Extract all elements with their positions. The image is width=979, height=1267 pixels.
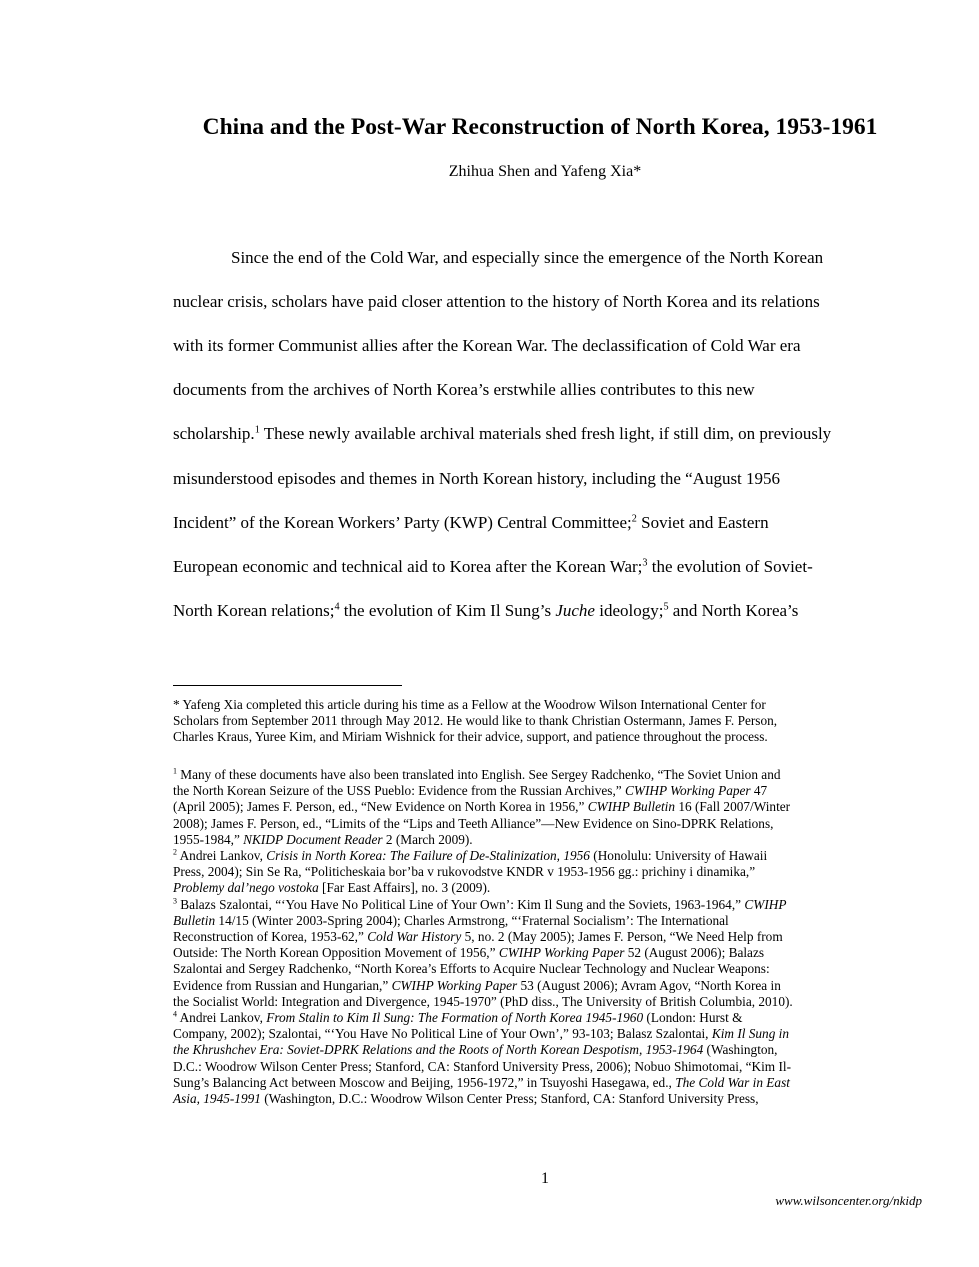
italic-text: the Khrushchev Era: Soviet-DPRK Relations and the Roots of North Korean Despotism, 1953-1964 — [173, 1042, 704, 1058]
text-run: 14/15 (Winter 2003-Spring 2004); Charles Armstrong, “‘Fraternal Socialism’: The International — [215, 912, 729, 928]
footnote-line — [173, 913, 923, 929]
footnote-line — [173, 816, 923, 832]
text-run: the Socialist World: Integration and Divergence, 1945-1970” (PhD diss., The University of British Columbia, 2010). — [173, 993, 793, 1009]
text-run: D.C.: Woodrow Wilson Center Press; Stanford, CA: Stanford University Press, 2006); Nobuo Shimotomai, “Kim Il- — [173, 1058, 792, 1074]
body-line — [173, 424, 831, 444]
footnote-line — [173, 1059, 923, 1075]
footnote-ref: 2 — [173, 847, 177, 857]
body-line — [231, 248, 823, 268]
italic-text: CWIHP Working Paper — [625, 783, 751, 799]
text-run: 5, no. 2 (May 2005); James F. Person, “We Need Help from — [461, 929, 783, 945]
footnote-ref: 4 — [334, 601, 340, 613]
body-line — [173, 292, 820, 312]
footnote-ref: 1 — [254, 424, 260, 436]
text-run: 53 (August 2006); Avram Agov, “North Korea in — [517, 977, 781, 993]
footnote-ref: 1 — [173, 766, 177, 776]
text-run: the evolution of Kim Il Sung’s — [339, 601, 556, 620]
footnote-line — [173, 848, 923, 864]
text-run: (Washington, D.C.: Woodrow Wilson Center Press; Stanford, CA: Stanford University Press, — [260, 1091, 759, 1107]
page-number: 1 — [541, 1170, 549, 1187]
footnote-line — [173, 783, 923, 799]
italic-text: Asia, 1945-1991 — [173, 1091, 261, 1107]
text-run: Scholars from September 2011 through May 2012. He would like to thank Christian Ostermann, James F. Person, — [173, 713, 778, 729]
footer-url: www.wilsoncenter.org/nkidp — [775, 1193, 922, 1208]
body-line — [173, 336, 801, 356]
text-run: 16 (Fall 2007/Winter — [675, 799, 791, 815]
footnote-line — [173, 961, 923, 977]
text-run: (April 2005); James F. Person, ed., “New Evidence on North Korea in 1956,” — [173, 799, 588, 815]
text-run: [Far East Affairs], no. 3 (2009). — [318, 880, 491, 896]
text-run: Soviet and Eastern — [636, 513, 769, 532]
text-run: Szalontai and Sergey Radchenko, “North Korea’s Efforts to Acquire Nuclear Technology and Nuclear Weapons: — [173, 961, 770, 977]
text-run: ideology; — [594, 601, 664, 620]
italic-text: From Stalin to Kim Il Sung: The Formation of North Korea 1945-1960 — [266, 1010, 644, 1026]
body-line — [173, 557, 813, 577]
text-run: Incident” of the Korean Workers’ Party (KWP) Central Committee; — [173, 513, 632, 532]
text-run: Reconstruction of Korea, 1953-62,” — [173, 929, 368, 945]
italic-text: CWIHP — [744, 896, 787, 912]
text-run: 2 (March 2009). — [382, 831, 473, 847]
footnote-line — [173, 1010, 923, 1026]
footnote-line — [173, 978, 923, 994]
text-run: 2008); James F. Person, ed., “Limits of the “Lips and Teeth Alliance”—New Evidence on Sino-DPRK Relations, — [173, 815, 774, 831]
footnote-line — [173, 832, 923, 848]
text-run: the North Korean Seizure of the USS Pueblo: Evidence from the Russian Archives,” — [173, 783, 625, 799]
italic-text: NKIDP Document Reader — [243, 831, 383, 847]
footnote-line — [173, 929, 923, 945]
text-run: (London: Hurst & — [643, 1010, 743, 1026]
text-run: North Korean relations; — [173, 601, 335, 620]
italic-text: Problemy dal’nego vostoka — [173, 880, 319, 896]
footnote-line — [173, 864, 923, 880]
footnote-line — [173, 994, 923, 1010]
footnote-line — [173, 897, 923, 913]
text-run: Since the end of the Cold War, and especially since the emergence of the North Korean — [231, 248, 824, 267]
text-run: Andrei Lankov, — [176, 1010, 267, 1026]
italic-text: Bulletin — [173, 912, 216, 928]
body-line — [173, 513, 769, 533]
text-run: the evolution of Soviet- — [647, 557, 813, 576]
author-note-line — [173, 713, 923, 729]
text-run: Press, 2004); Sin Se Ra, “Politicheskaia bor’ba v rukovodstve KNDR v 1953-1956 gg.: prichiny i dinamika,” — [173, 864, 756, 880]
italic-text: CWIHP Bulletin — [587, 799, 676, 815]
body-line — [173, 601, 798, 621]
text-run: 1955-1984,” — [173, 831, 244, 847]
text-run: misunderstood episodes and themes in North Korean history, including the “August 1956 — [173, 469, 781, 488]
footnote-line — [173, 767, 923, 783]
footnote-ref: 5 — [663, 601, 669, 613]
body-line — [173, 469, 780, 489]
footnotes — [173, 767, 923, 1107]
text-run: Sung’s Balancing Act between Moscow and Beijing, 1956-1972,” in Tsuyoshi Hasegawa, ed., — [173, 1074, 676, 1090]
footnote-separator — [173, 685, 402, 686]
text-run: Company, 2002); Szalontai, “‘You Have No Political Line of Your Own’,” 93-103; Balasz Szalontai, — [173, 1026, 712, 1042]
text-run: scholarship. — [173, 424, 255, 443]
body-line — [173, 380, 755, 400]
text-run: (Washington, — [703, 1042, 778, 1058]
paper-title: China and the Post-War Reconstruction of North Korea, 1953-1961 — [202, 114, 878, 140]
footnote-line — [173, 1026, 923, 1042]
text-run: Andrei Lankov, — [176, 848, 267, 864]
text-run: nuclear crisis, scholars have paid closer attention to the history of North Korea and its relations — [173, 292, 820, 311]
author-line: Zhihua Shen and Yafeng Xia* — [448, 163, 642, 180]
text-run: Many of these documents have also been translated into English. See Sergey Radchenko, “The Soviet Union and — [176, 767, 781, 782]
italic-text: CWIHP Working Paper — [391, 977, 518, 993]
footnote-line — [173, 1042, 923, 1058]
footnote-ref: 4 — [173, 1009, 177, 1019]
text-run: These newly available archival materials shed fresh light, if still dim, on previously — [259, 424, 832, 443]
footnote-ref: 3 — [173, 896, 177, 906]
footnote-line — [173, 799, 923, 815]
italic-text: Cold War History — [367, 929, 462, 945]
text-run: * Yafeng Xia completed this article during his time as a Fellow at the Woodrow Wilson International Center for — [173, 697, 766, 712]
text-run: Outside: The North Korean Opposition Movement of 1956,” — [173, 945, 499, 961]
italic-text: Juche — [555, 601, 595, 620]
text-run: Balazs Szalontai, “‘You Have No Political Line of Your Own’: Kim Il Sung and the Soviets, 1963-1964,” — [176, 896, 745, 912]
text-run: (Honolulu: University of Hawaii — [589, 848, 768, 864]
author-note — [173, 697, 923, 746]
italic-text: The Cold War in East — [675, 1074, 790, 1090]
text-run: and North Korea’s — [668, 601, 799, 620]
text-run: Charles Kraus, Yuree Kim, and Miriam Wishnick for their advice, support, and patience throughout the process. — [173, 729, 768, 745]
text-run: with its former Communist allies after the Korean War. The declassification of Cold War era — [173, 336, 801, 355]
footnote-ref: 2 — [631, 513, 637, 525]
text-run: Evidence from Russian and Hungarian,” — [173, 977, 392, 993]
italic-text: Kim Il Sung in — [711, 1026, 790, 1042]
text-run: European economic and technical aid to Korea after the Korean War; — [173, 557, 643, 576]
footnote-line — [173, 880, 923, 896]
text-run: 47 — [750, 783, 768, 799]
footnote-line — [173, 1091, 923, 1107]
author-note-line — [173, 697, 923, 713]
author-note-line — [173, 729, 923, 745]
footnote-line — [173, 1075, 923, 1091]
footnote-line — [173, 945, 923, 961]
text-run: documents from the archives of North Korea’s erstwhile allies contributes to this new — [173, 380, 755, 399]
footnote-ref: 3 — [642, 557, 648, 569]
italic-text: CWIHP Working Paper — [498, 945, 625, 961]
italic-text: Crisis in North Korea: The Failure of De-Stalinization, 1956 — [266, 848, 590, 864]
text-run: 52 (August 2006); Balazs — [624, 945, 765, 961]
